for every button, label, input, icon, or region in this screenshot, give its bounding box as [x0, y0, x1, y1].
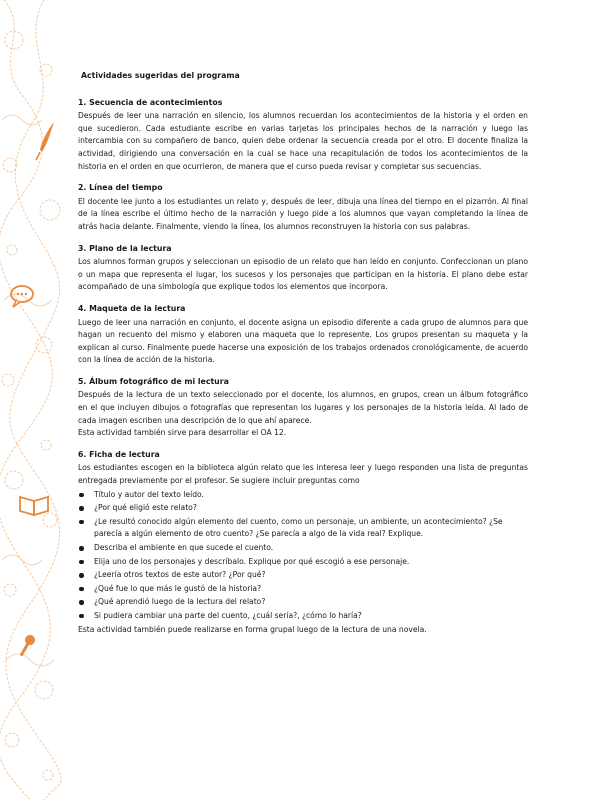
section-album [78, 376, 528, 440]
list-item: ¿Qué fue lo que más le gustó de la historia? [78, 583, 528, 596]
list-item: Describa el ambiente en que sucede el cuento. [78, 542, 528, 555]
section-linea-tiempo [78, 182, 528, 233]
section-paragraph: El docente lee junto a los estudiantes un relato y, después de leer, dibuja una línea del tiempo en el pizarrón. Al final de la línea escribe el último hecho de la narración y luego pide a los alumnos que vayan completando la línea de atrás hacia delante. Finalmente, viendo la línea, los alumnos reconstruyen la historia con sus palabras. [78, 196, 528, 231]
section-heading: 6. Ficha de lectura [78, 449, 160, 459]
quill-icon [36, 122, 54, 160]
speech-bubble-icon [11, 286, 33, 307]
list-item: ¿Le resultó conocido algún elemento del cuento, como un personaje, un ambiente, un acontecimiento? ¿Se parecía a algún elemento de otro cuento? ¿Se parecía a algo de la vida real? Explique. [78, 516, 528, 541]
list-item: ¿Por qué eligió este relato? [78, 502, 528, 515]
section-heading: 2. Línea del tiempo [78, 183, 163, 193]
list-item: Título y autor del texto leído. [78, 489, 528, 502]
section-heading: 5. Álbum fotográfico de mi lectura [78, 376, 229, 386]
section-ficha [78, 449, 528, 636]
page-title: Actividades sugeridas del programa [81, 71, 240, 80]
list-item: ¿Leería otros textos de este autor? ¿Por qué? [78, 569, 528, 582]
section-secuencia [78, 97, 528, 174]
section-heading: 3. Plano de la lectura [78, 243, 172, 253]
list-item: Elija uno de los personajes y descríbalo. Explique por qué escogió a ese personaje. [78, 556, 528, 569]
section-paragraph: Esta actividad también sirve para desarrollar el OA 12. [78, 428, 287, 438]
closing-paragraph: Esta actividad también puede realizarse en forma grupal luego de la lectura de una novela. [78, 624, 427, 634]
decorative-border [0, 0, 66, 800]
section-maqueta [78, 303, 528, 367]
list-item: Si pudiera cambiar una parte del cuento, ¿cuál sería?, ¿cómo lo haría? [78, 610, 528, 623]
list-item: ¿Qué aprendió luego de la lectura del relato? [78, 596, 528, 609]
section-paragraph: Los estudiantes escogen en la biblioteca algún relato que les interesa leer y luego responden una lista de preguntas entregada previamente por el profesor. Se sugiere incluir preguntas como [78, 463, 528, 486]
section-heading: 4. Maqueta de la lectura [78, 303, 186, 313]
question-list [78, 489, 528, 623]
section-paragraph: Después de leer una narración en silencio, los alumnos recuerdan los acontecimientos de la historia y el orden en que sucedieron. Cada estudiante escribe en varias tarjetas los principales hechos de la narración y luego las intercambia con su compañero de banco, quien debe ordenar la secuencia creada por el otro. El docente finaliza la actividad, dirigiendo una conversación en la cual se hace una recapitulación de todos los acontecimientos de la historia en el orden en que ocurrieron, de manera que el curso pueda revisar y completar sus secuencias. [78, 111, 528, 171]
open-book-icon [20, 497, 48, 515]
section-paragraph: Después de la lectura de un texto seleccionado por el docente, los alumnos, en grupos, crean un álbum fotográfico en el que incluyen dibujos o fotografías que representan los lugares y los personajes de la historia leída. Al lado de cada imagen escriben una descripción de lo que ahí aparece. [78, 390, 528, 425]
section-plano [78, 243, 528, 294]
section-paragraph: Los alumnos forman grupos y seleccionan un episodio de un relato que han leído en conjunto. Confeccionan un plano o un mapa que representa el lugar, los sucesos y los personajes que participan en la historia. El plano debe estar acompañado de una simbología que explique todos los elementos que incorpora. [78, 257, 528, 292]
section-heading: 1. Secuencia de acontecimientos [78, 97, 223, 107]
document-body [78, 70, 528, 645]
section-paragraph: Luego de leer una narración en conjunto, el docente asigna un episodio diferente a cada grupo de alumnos para que hagan un recuento del mismo y elaboren una maqueta que lo represente. Los grupos presentan su maqueta y la explican al curso. Finalmente puede hacerse una exposición de los trabajos ordenados cronológicamente, de acuerdo con la línea de acción de la historia. [78, 317, 528, 365]
